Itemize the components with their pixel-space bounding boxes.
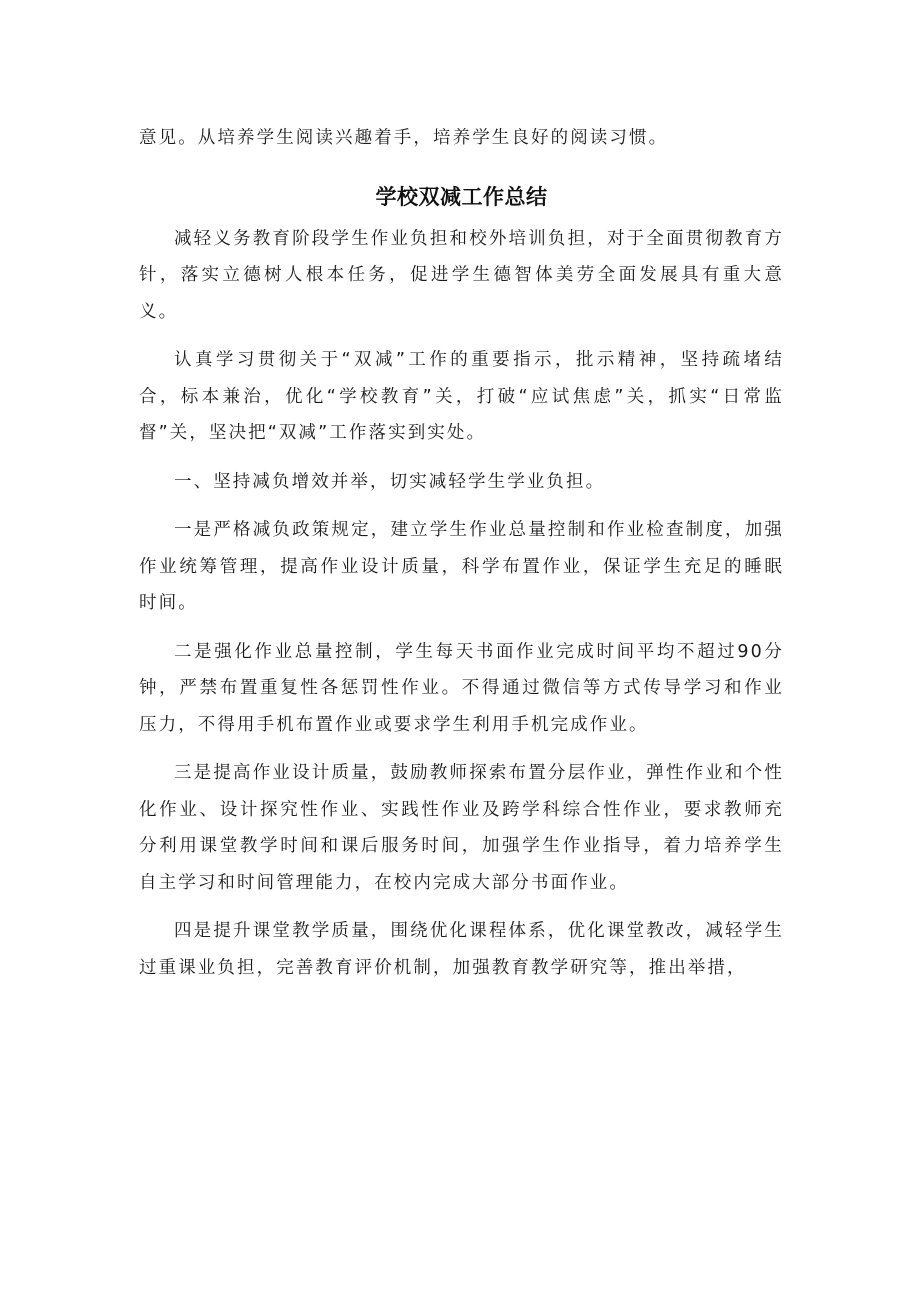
paragraph-item-1: 一是严格减负政策规定，建立学生作业总量控制和作业检查制度，加强作业统筹管理，提高作业设计质量，科学布置作业，保证学生充足的睡眠时间。: [139, 520, 784, 613]
paragraph-intro: 减轻义务教育阶段学生作业负担和校外培训负担，对于全面贯彻教育方针，落实立德树人根本任务，促进学生德智体美劳全面发展具有重大意义。: [139, 228, 784, 322]
paragraph-item-4: 四是提升课堂教学质量，围绕优化课程体系，优化课堂教改，减轻学生过重课业负担，完善教育评价机制，加强教育教学研究等，推出举措，: [139, 921, 784, 978]
section-heading-1: 一、坚持减负增效并举，切实减轻学生学业负担。: [174, 471, 606, 492]
lead-fragment: 意见。从培养学生阅读兴趣着手，培养学生良好的阅读习惯。: [139, 128, 669, 148]
paragraph-item-2: 二是强化作业总量控制，学生每天书面作业完成时间平均不超过90分钟，严禁布置重复性各惩罚性作业。不得通过微信等方式传导学习和作业压力，不得用手机布置作业或要求学生利用手机完成作业。: [139, 641, 784, 735]
paragraph-study: 认真学习贯彻关于“双减”工作的重要指示，批示精神，坚持疏堵结合，标本兼治，优化“学校教育”关，打破“应试焦虑”关，抓实“日常监督”关，坚决把“双减”工作落实到实处。: [139, 350, 784, 443]
paragraph-item-3: 三是提高作业设计质量，鼓励教师探索布置分层作业，弹性作业和个性化作业、设计探究性作业、实践性作业及跨学科综合性作业，要求教师充分利用课堂教学时间和课后服务时间，加强学生作业指导，着力培养学生自主学习和时间管理能力，在校内完成大部分书面作业。: [139, 763, 784, 893]
document-body: [139, 120, 784, 998]
document-title: 学校双减工作总结: [375, 184, 548, 209]
